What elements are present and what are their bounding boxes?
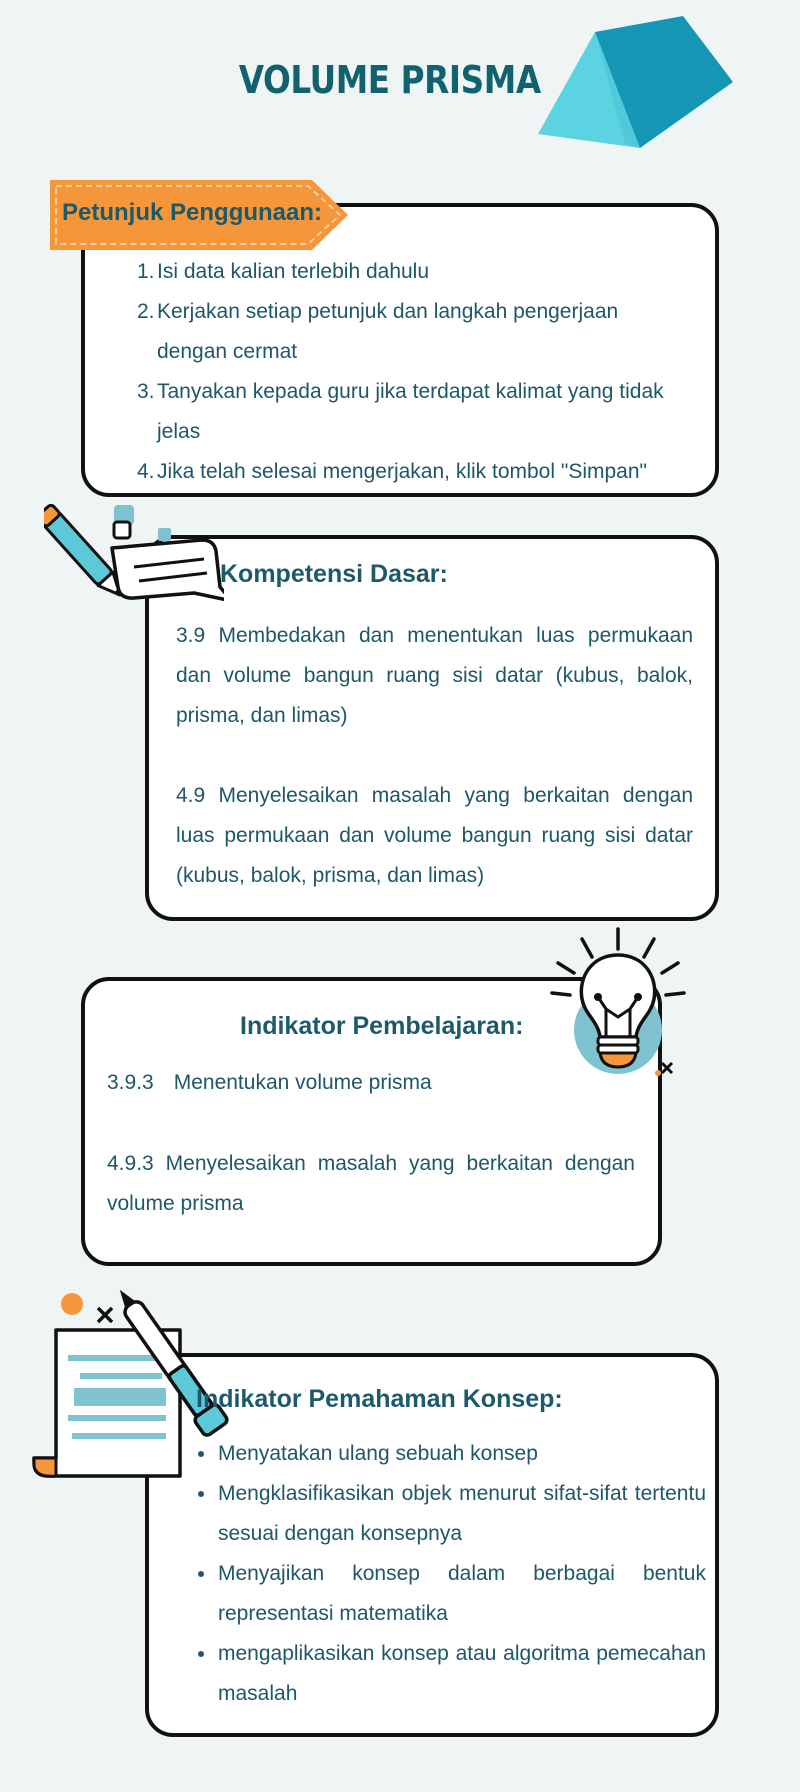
list-item: 1. Isi data kalian terlebih dahulu — [137, 260, 430, 283]
list-item: 2. Kerjakan setiap petunjuk dan langkah pengerjaan dengan cermat — [137, 300, 619, 363]
list-item: mengaplikasikan konsep atau algoritma pemecahan masalah — [196, 1634, 706, 1714]
indikator-item-1: 3.9.3 Menentukan volume prisma — [107, 1071, 432, 1094]
list-item: Menyatakan ulang sebuah konsep — [196, 1434, 706, 1474]
indikator-item-2: 4.9.3 Menyelesaikan masalah yang berkaitan dengan volume prisma — [107, 1152, 635, 1215]
petunjuk-list — [137, 252, 682, 492]
indikator-title: Indikator Pembelajaran: — [240, 1012, 524, 1040]
list-item: 3. Tanyakan kepada guru jika terdapat kalimat yang tidak jelas — [137, 380, 664, 443]
lightbulb-icon — [550, 925, 690, 1080]
list-item: Menyajikan konsep dalam berbagai bentuk representasi matematika — [196, 1554, 706, 1634]
pemahaman-list — [196, 1434, 706, 1714]
pencil-chat-icon — [44, 495, 224, 625]
list-item: Mengklasifikasikan objek menurut sifat-sifat tertentu sesuai dengan konsepnya — [196, 1474, 706, 1554]
list-item: 4. Jika telah selesai mengerjakan, klik tombol "Simpan" — [137, 460, 647, 483]
kompetensi-kd1: 3.9 Membedakan dan menentukan luas permukaan dan volume bangun ruang sisi datar (kubus, balok, prisma, dan limas) — [176, 624, 693, 727]
kompetensi-title: Kompetensi Dasar: — [220, 560, 448, 588]
kompetensi-kd2: 4.9 Menyelesaikan masalah yang berkaitan dengan luas permukaan dan volume bangun ruang sisi datar (kubus, balok, prisma, dan limas) — [176, 784, 693, 887]
prism-icon — [535, 14, 735, 150]
page-title: VOLUME PRISMA — [238, 58, 541, 102]
petunjuk-title: Petunjuk Penggunaan: — [62, 199, 323, 226]
pemahaman-title: Indikator Pemahaman Konsep: — [196, 1385, 563, 1413]
